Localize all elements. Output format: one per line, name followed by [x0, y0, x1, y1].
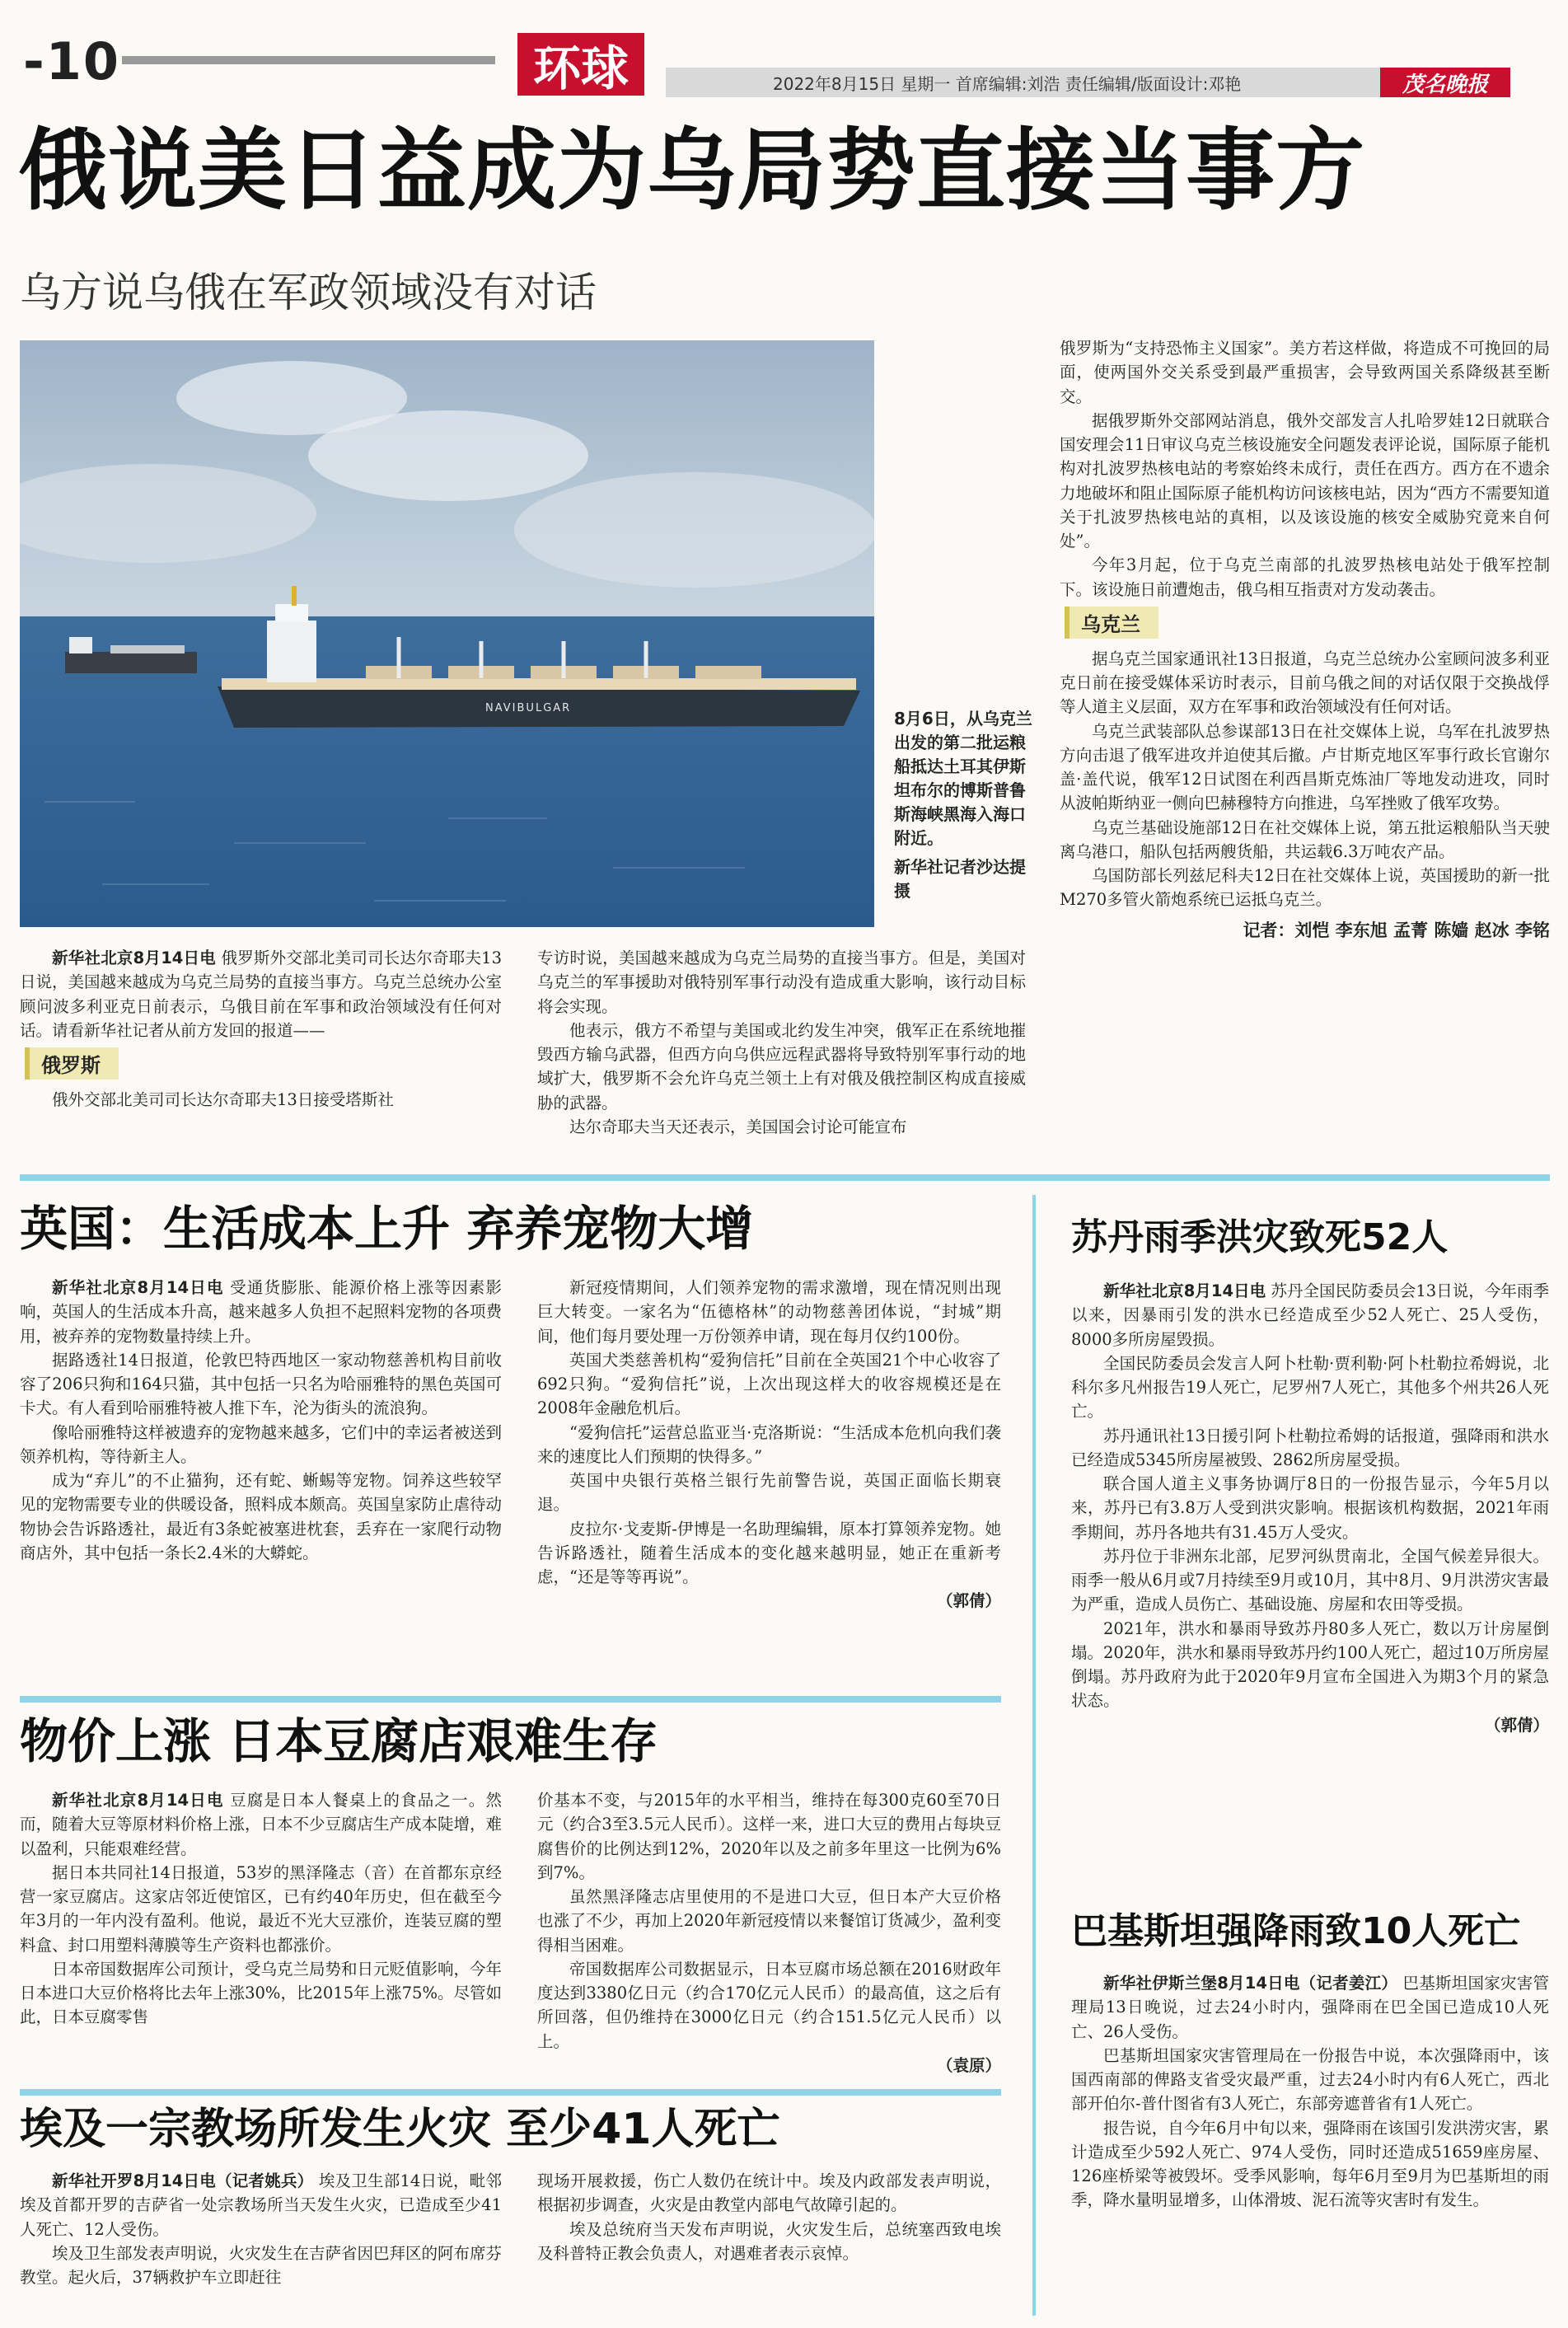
japan-paragraph: 日本帝国数据库公司预计，受乌克兰局势和日元贬值影响，今年日本进口大豆价格将比去年上涨30%，比2015年上涨75%。尽管如此，日本豆腐零售 [20, 1959, 503, 2027]
japan-paragraph: 豆腐是日本人餐桌上的食品之一。然而，随着大豆等原材料价格上涨，日本不少豆腐店生产成本陡增，难以盈利，只能艰难经营。 [20, 1791, 503, 1858]
japan-column-1 [20, 1788, 502, 2030]
lead-headline: 俄说美日益成为乌局势直接当事方 [18, 119, 1366, 222]
japan-article-title: 物价上涨 日本豆腐店艰难生存 [20, 1713, 658, 1769]
ship-name: NAVIBULGAR [485, 702, 572, 714]
uk-column-2 [537, 1276, 1001, 1614]
caption-text: 8月6日，从乌克兰出发的第二批运粮船抵达土耳其伊斯坦布尔的博斯普鲁斯海峡黑海入海口附近。 [894, 709, 1032, 848]
photo-caption [894, 707, 1041, 903]
japan-dateline: 新华社北京8月14日电 [52, 1791, 224, 1810]
lead-paragraph: 他表示，俄方不希望与美国或北约发生冲突，俄军正在系统地摧毁西方输乌武器，但西方向乌供应远程武器将导致特别军事行动的地域扩大，俄罗斯不会允许乌克兰领土上有对俄及俄控制区构成直接威胁的武器。 [537, 1020, 1026, 1112]
lead-column-1 [20, 946, 502, 1112]
uk-article-title: 英国：生活成本上升 弃养宠物大增 [20, 1201, 754, 1257]
egypt-paragraph: 现场开展救援，伤亡人数仍在统计中。埃及内政部发表声明说，根据初步调查，火灾是由教堂内部电气故障引起的。 [537, 2171, 1001, 2215]
uk-paragraph: 新冠疫情期间，人们领养宠物的需求激增，现在情况则出现巨大转变。一家名为“伍德格林”的动物慈善团体说，“封城”期间，他们每月要处理一万份领养申请，现在每月仅约100份。 [537, 1278, 1001, 1346]
sudan-article-title: 苏丹雨季洪灾致死52人 [1071, 1216, 1449, 1258]
lead-paragraph: 俄罗斯外交部北美司司长达尔奇耶夫13日说，美国越来越成为乌克兰局势的直接当事方。乌克兰总统办公室顾问波多利亚克日前表示，乌俄目前在军事和政治领域没有任何对话。请看新华社记者从前方发回的报道—— [20, 949, 503, 1040]
sudan-paragraph: 2021年，洪水和暴雨导致苏丹80多人死亡，数以万计房屋倒塌。2020年，洪水和暴雨导致苏丹约100人死亡，超过10万所房屋倒塌。苏丹政府为此于2020年9月宣布全国进入为期3个月的紧急状态。 [1071, 1618, 1549, 1711]
ship-photo-illustration [20, 340, 874, 927]
sudan-paragraph: 苏丹通讯社13日援引阿卜杜勒拉希姆的话报道，强降雨和洪水已经造成5345所房屋被毁、2862所房屋受损。 [1071, 1426, 1549, 1469]
uk-paragraph: 皮拉尔·戈麦斯-伊博是一名助理编辑，原本打算领养宠物。她告诉路透社，随着生活成本的变化越来越明显，她正在重新考虑，“还是等等再说”。 [537, 1519, 1001, 1586]
uk-paragraph: 英国犬类慈善机构“爱狗信托”目前在全英国21个中心收容了692只狗。“爱狗信托”说，上次出现这样大的收容规模还是在2008年金融危机后。 [537, 1350, 1001, 1418]
sudan-paragraph: 苏丹位于非洲东北部，尼罗河纵贯南北，全国气候差异很大。雨季一般从6月或7月持续至9月或10月，其中8月、9月洪涝灾害最为严重，造成人员伤亡、基础设施、房屋和农田等受损。 [1071, 1546, 1549, 1614]
lead-photo [20, 340, 874, 927]
lead-paragraph: 乌国防部长列兹尼科夫12日在社交媒体上说，英国援助的新一批M270多管火箭炮系统已运抵乌克兰。 [1060, 866, 1550, 910]
lead-paragraph: 据乌克兰国家通讯社13日报道，乌克兰总统办公室顾问波多利亚克日前在接受媒体采访时表示，目前乌俄之间的对话仅限于交换战俘等人道主义层面，双方在军事和政治领域没有任何对话。 [1060, 649, 1550, 717]
lead-subhead: 乌方说乌俄在军政领域没有对话 [20, 269, 597, 316]
japan-paragraph: 虽然黑泽隆志店里使用的不是进口大豆，但日本产大豆价格也涨了不少，再加上2020年新冠疫情以来餐馆订货减少，盈利变得相当困难。 [537, 1887, 1001, 1955]
sudan-dateline: 新华社北京8月14日电 [1103, 1281, 1266, 1300]
date-bar-text: 2022年8月15日 星期一 首席编辑:刘浩 责任编辑/版面设计:邓艳 [773, 73, 1242, 94]
kicker-ukraine: 乌克兰 [1065, 607, 1158, 639]
lead-paragraph: 俄罗斯为“支持恐怖主义国家”。美方若这样做，将造成不可挽回的局面，使两国外交关系受到最严重损害，会导致两国关系降级甚至断交。 [1060, 339, 1550, 406]
egypt-paragraph: 埃及卫生部14日说，毗邻埃及首都开罗的吉萨省一处宗教场所当天发生火灾，已造成至少41人死亡、12人受伤。 [20, 2171, 502, 2239]
page-number: -10 [23, 31, 121, 91]
egypt-column-2 [537, 2169, 1001, 2265]
masthead-rule [122, 56, 495, 64]
lead-paragraph: 乌克兰基础设施部12日在社交媒体上说，第五批运粮船队当天驶离乌港口，船队包括两艘货船，共运载6.3万吨农产品。 [1060, 817, 1550, 861]
japan-paragraph: 帝国数据库公司数据显示，日本豆腐市场总额在2016财政年度达到3380亿日元（约合170亿元人民币）的最高值，这之后有所回落，但仍维持在3000亿日元（约合151.5亿元人民币）以上。 [537, 1959, 1001, 2051]
pakistan-article-title: 巴基斯坦强降雨致10人死亡 [1071, 1910, 1521, 1952]
section-divider [20, 1174, 1550, 1181]
egypt-dateline: 新华社开罗8月14日电（记者姚兵） [52, 2171, 314, 2190]
egypt-paragraph: 埃及卫生部发表声明说，火灾发生在吉萨省因巴拜区的阿布席芬教堂。起火后，37辆救护车立即赶往 [20, 2243, 503, 2287]
sudan-signoff: （郭倩） [1484, 1715, 1549, 1735]
lead-paragraph: 达尔奇耶夫当天还表示，美国国会讨论可能宣布 [569, 1117, 907, 1136]
uk-paragraph: 受通货膨胀、能源价格上涨等因素影响，英国人的生活成本升高，越来越多人负担不起照料宠物的各项费用，被弃养的宠物数量持续上升。 [20, 1278, 503, 1346]
sudan-paragraph: 联合国人道主义事务协调厅8日的一份报告显示，今年5月以来，苏丹已有3.8万人受到洪灾影响。根据该机构数据，2021年雨季期间，苏丹各地共有31.45万人受灾。 [1071, 1474, 1549, 1542]
uk-paragraph: “爱狗信托”运营总监亚当·克洛斯说：“生活成本危机向我们袭来的速度比人们预期的快得多。” [537, 1422, 1001, 1466]
japan-signoff: （袁原） [936, 2055, 1001, 2075]
section-tag: 环球 [517, 33, 644, 96]
newspaper-logo: 茂名晚报 [1380, 68, 1510, 97]
section-divider [20, 2089, 1001, 2096]
lead-paragraph: 专访时说，美国越来越成为乌克兰局势的直接当事方。但是，美国对乌克兰的军事援助对俄特别军事行动没有造成重大影响，该行动目标将会实现。 [537, 949, 1026, 1016]
caption-credit: 新华社记者沙达提摄 [894, 857, 1026, 901]
kicker-russia: 俄罗斯 [25, 1047, 119, 1080]
pakistan-paragraph: 巴基斯坦国家灾害管理局在一份报告中说，本次强降雨中，该国西南部的俾路支省受灾最严重，过去24小时内有6人死亡，西北部开伯尔-普什图省有3人死亡，东部旁遮普省有1人死亡。 [1071, 2045, 1549, 2114]
pakistan-paragraph: 报告说，自今年6月中旬以来，强降雨在该国引发洪涝灾害，累计造成至少592人死亡、974人受伤，同时还造成51659座房屋、126座桥梁等被毁坏。受季风影响，每年6月至9月为巴基斯坦的雨季，降水量明显增多，山体滑坡、泥石流等灾害时有发生。 [1071, 2118, 1549, 2210]
egypt-paragraph: 埃及总统府当天发布声明说，火灾发生后，总统塞西致电埃及科普特正教会负责人，对遇难者表示哀悼。 [537, 2219, 1001, 2263]
column-divider [1032, 1195, 1036, 2316]
sudan-paragraph: 全国民防委员会发言人阿卜杜勒·贾利勒·阿卜杜勒拉希姆说，北科尔多凡州报告19人死亡，尼罗州7人死亡，其他多个州共26人死亡。 [1071, 1353, 1549, 1422]
lead-paragraph: 今年3月起，位于乌克兰南部的扎波罗热核电站处于俄军控制下。该设施日前遭炮击，俄乌相互指责对方发动袭击。 [1060, 555, 1550, 599]
pakistan-column [1071, 1971, 1549, 2213]
egypt-article-title: 埃及一宗教场所发生火灾 至少41人死亡 [20, 2105, 780, 2154]
lead-paragraph: 据俄罗斯外交部网站消息，俄外交部发言人扎哈罗娃12日就联合国安理会11日审议乌克兰核设施安全问题发表评论说，国际原子能机构对扎波罗热核电站的考察始终未成行，责任在西方。西方在不遗余力地破坏和阻止国际原子能机构访问该核电站，因为“西方不需要知道关于扎波罗热核电站的真相，以及该设施的核安全威胁究竟来自何处”。 [1060, 410, 1550, 550]
lead-column-2 [537, 946, 1026, 1139]
japan-column-2 [537, 1788, 1001, 2077]
uk-signoff: （郭倩） [936, 1591, 1001, 1611]
lead-dateline: 新华社北京8月14日电 [52, 949, 217, 967]
lead-reporters: 记者：刘恺 李东旭 孟菁 陈嫱 赵冰 李铭 [1243, 920, 1550, 940]
lead-paragraph: 俄外交部北美司司长达尔奇耶夫13日接受塔斯社 [52, 1090, 394, 1109]
sudan-paragraph: 苏丹全国民防委员会13日说，今年雨季以来，因暴雨引发的洪水已经造成至少52人死亡、25人受伤，8000多所房屋毁损。 [1071, 1281, 1549, 1349]
japan-paragraph: 据日本共同社14日报道，53岁的黑泽隆志（音）在首都东京经营一家豆腐店。这家店邻近使馆区，已有约40年历史，但在截至今年3月的一年内没有盈利。他说，最近不光大豆涨价，连装豆腐的塑料盒、封口用塑料薄膜等生产资料也都涨价。 [20, 1862, 502, 1955]
pakistan-dateline: 新华社伊斯兰堡8月14日电（记者姜江） [1103, 1974, 1398, 1993]
lead-paragraph: 乌克兰武装部队总参谋部13日在社交媒体上说，乌军在扎波罗热方向击退了俄军进攻并迫使其后撤。卢甘斯克地区军事行政长官谢尔盖·盖代说，俄军12日试图在利西昌斯克炼油厂等地发动进攻，同时从波帕斯纳亚一侧向巴赫穆特方向推进，乌军挫败了俄军攻势。 [1060, 721, 1550, 813]
sudan-column [1071, 1279, 1549, 1737]
section-divider [20, 1696, 1001, 1703]
uk-dateline: 新华社北京8月14日电 [52, 1278, 224, 1297]
uk-paragraph: 英国中央银行英格兰银行先前警告说，英国正面临长期衰退。 [537, 1471, 1001, 1515]
japan-paragraph: 价基本不变，与2015年的水平相当，维持在每300克60至70日元（约合3至3.5元人民币）。这样一来，进口大豆的费用占每块豆腐售价的比例达到12%，2020年以及之前多年里这一比例为6%到7%。 [537, 1791, 1001, 1882]
pakistan-paragraph: 巴基斯坦国家灾害管理局13日晚说，过去24小时内，强降雨在巴全国已造成10人死亡、26人受伤。 [1071, 1974, 1549, 2041]
egypt-column-1 [20, 2169, 502, 2289]
uk-paragraph: 像哈丽雅特这样被遗弃的宠物越来越多，它们中的幸运者被送到领养机构，等待新主人。 [20, 1422, 503, 1466]
uk-column-1 [20, 1276, 502, 1565]
uk-paragraph: 据路透社14日报道，伦敦巴特西地区一家动物慈善机构目前收容了206只狗和164只猫，其中包括一只名为哈丽雅特的黑色英国可卡犬。有人看到哈丽雅特被人推下车，沦为街头的流浪狗。 [20, 1350, 502, 1418]
lead-column-3 [1060, 336, 1550, 942]
uk-paragraph: 成为“弃儿”的不止猫狗，还有蛇、蜥蜴等宠物。饲养这些较罕见的宠物需要专业的供暖设备，照料成本颇高。英国皇家防止虐待动物协会告诉路透社，最近有3条蛇被塞进枕套，丢弃在一家爬行动物商店外，其中包括一条长2.4米的大蟒蛇。 [20, 1471, 503, 1562]
